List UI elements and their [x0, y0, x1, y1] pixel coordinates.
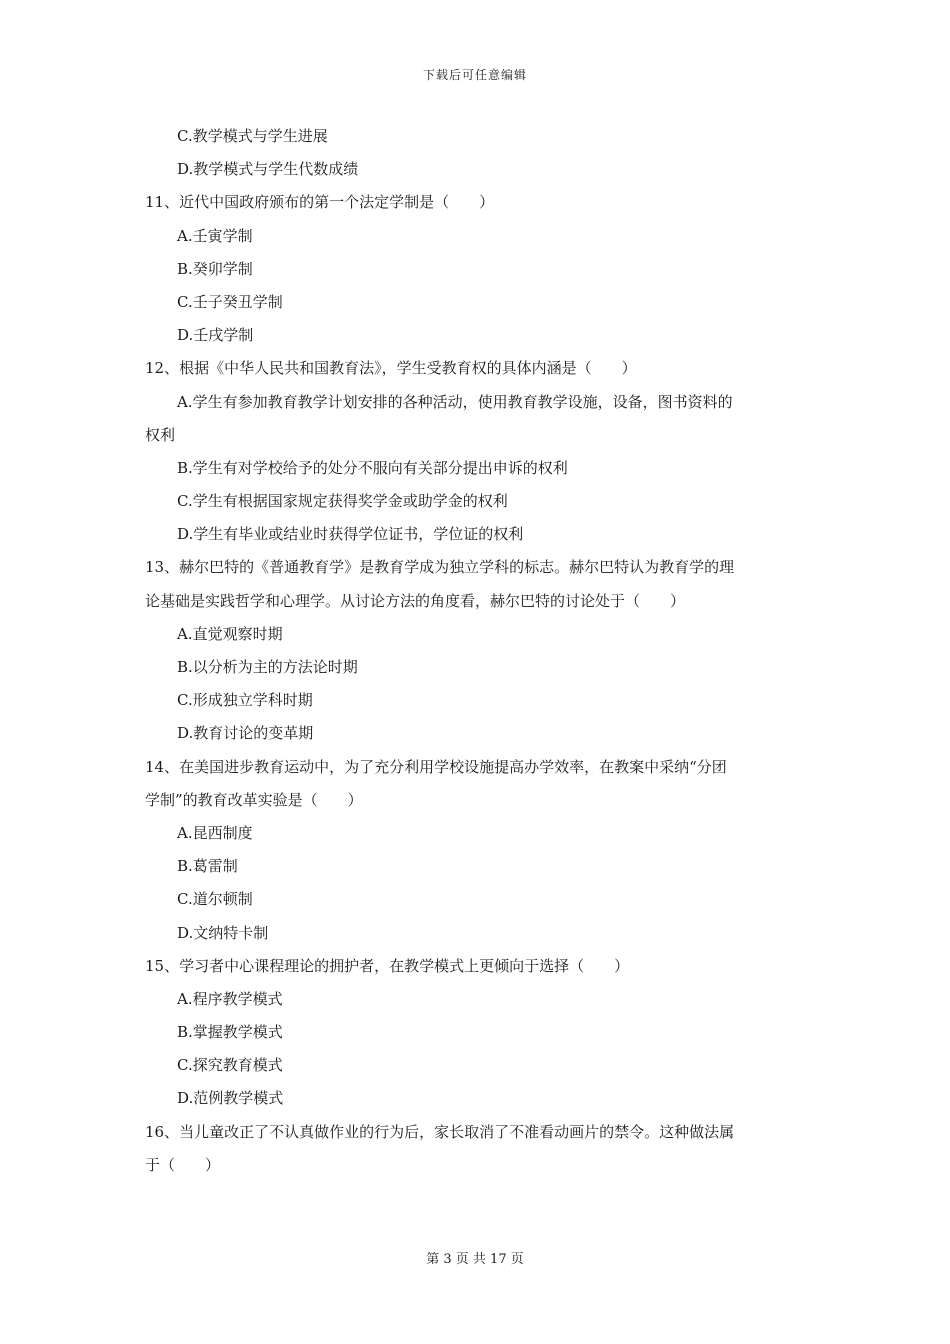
answer-option: C.形成独立学科时期	[177, 691, 313, 710]
question-text: 16、当儿童改正了不认真做作业的行为后，家长取消了不准看动画片的禁令。这种做法属	[145, 1122, 735, 1141]
answer-option: C.教学模式与学生进展	[177, 127, 328, 145]
answer-option: A.直觉观察时期	[177, 624, 283, 643]
question-text-continuation: 权利	[145, 425, 176, 444]
answer-option: A.学生有参加教育教学计划安排的各种活动，使用教育教学设施，设备，图书资料的	[177, 392, 733, 411]
answer-option: D.文纳特卡制	[177, 923, 269, 942]
answer-option: A.程序教学模式	[177, 989, 283, 1008]
document-body	[145, 120, 815, 1182]
question-text: 14、在美国进步教育运动中，为了充分利用学校设施提高办学效率，在教案中采纳“分团	[145, 757, 727, 776]
question-text-continuation: 于（ ）	[145, 1155, 221, 1174]
answer-option: D.范例教学模式	[177, 1089, 284, 1108]
answer-option: D.壬戌学制	[177, 326, 254, 345]
answer-option: B.癸卯学制	[177, 259, 253, 278]
question-text: 12、根据《中华人民共和国教育法》，学生受教育权的具体内涵是（ ）	[145, 359, 637, 378]
answer-option: C.壬子癸丑学制	[177, 292, 283, 311]
answer-option: D.教学模式与学生代数成绩	[177, 160, 359, 179]
answer-option: B.学生有对学校给予的处分不服向有关部分提出申诉的权利	[177, 458, 568, 477]
question-text: 13、赫尔巴特的《普通教育学》是教育学成为独立学科的标志。赫尔巴特认为教育学的理	[145, 558, 735, 577]
answer-option: A.壬寅学制	[177, 226, 253, 245]
question-text-continuation: 学制”的教育改革实验是（ ）	[145, 790, 363, 809]
answer-option: D.学生有毕业或结业时获得学位证书，学位证的权利	[177, 525, 524, 544]
answer-option: D.教育讨论的变革期	[177, 724, 314, 743]
answer-option: B.葛雷制	[177, 857, 238, 876]
answer-option: B.以分析为主的方法论时期	[177, 658, 358, 676]
answer-option: C.学生有根据国家规定获得奖学金或助学金的权利	[177, 492, 508, 511]
question-text: 11、近代中国政府颁布的第一个法定学制是（ ）	[145, 193, 495, 212]
question-text-continuation: 论基础是实践哲学和心理学。从讨论方法的角度看，赫尔巴特的讨论处于（ ）	[145, 591, 686, 610]
page-footer: 第 3 页 共 17 页	[426, 1252, 524, 1267]
answer-option: C.道尔顿制	[177, 890, 253, 909]
page-header: 下载后可任意编辑	[422, 68, 527, 82]
answer-option: A.昆西制度	[177, 823, 253, 842]
question-text: 15、学习者中心课程理论的拥护者，在教学模式上更倾向于选择（ ）	[145, 956, 630, 975]
answer-option: B.掌握教学模式	[177, 1023, 283, 1042]
answer-option: C.探究教育模式	[177, 1056, 283, 1075]
